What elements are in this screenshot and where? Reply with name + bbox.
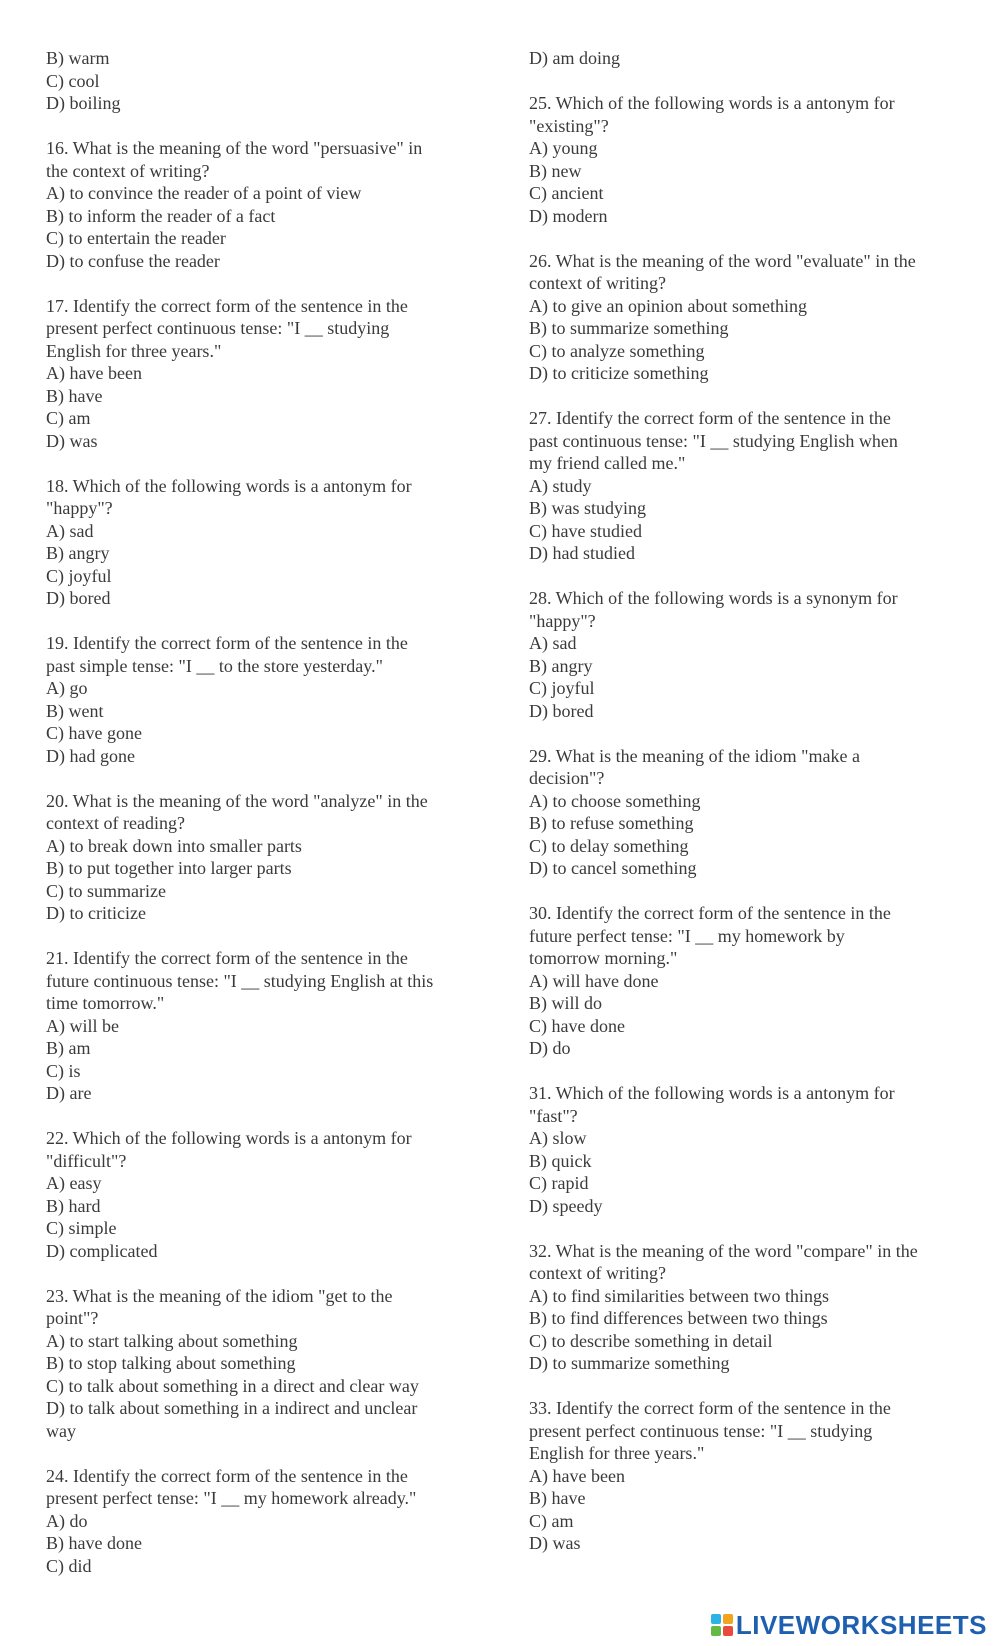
question-text-line: 30. Identify the correct form of the sentence in the (529, 903, 891, 923)
question-list (529, 70, 969, 1555)
question-text-line: context of reading? (46, 813, 185, 833)
question-text-line: 22. Which of the following words is a antonym for (46, 1128, 412, 1148)
question-text-line: present perfect continuous tense: "I __ studying (46, 318, 390, 338)
answer-option[interactable]: D) had gone (46, 745, 135, 766)
answer-option[interactable]: C) simple (46, 1218, 117, 1238)
answer-options (529, 790, 969, 880)
answer-option[interactable]: B) went (46, 700, 104, 721)
question-block (46, 632, 486, 767)
question-text (46, 295, 486, 363)
question-text-line: 16. What is the meaning of the word "persuasive" in (46, 138, 423, 158)
question-text-line: future continuous tense: "I __ studying English at this (46, 970, 434, 991)
question-text (46, 1127, 486, 1172)
answer-options (46, 1015, 486, 1105)
question-text (46, 790, 486, 835)
answer-option[interactable]: A) young (529, 138, 598, 158)
question-text-line: English for three years." (529, 1443, 705, 1463)
question-text-line: tomorrow morning." (529, 948, 678, 968)
question-block (46, 947, 486, 1105)
question-text-line: 21. Identify the correct form of the sentence in the (46, 948, 408, 968)
answer-option[interactable]: D) speedy (529, 1195, 603, 1216)
answer-option[interactable]: B) quick (529, 1150, 592, 1171)
answer-option[interactable]: A) easy (46, 1173, 102, 1193)
answer-options (46, 1330, 486, 1443)
answer-option[interactable]: B) new (529, 160, 582, 181)
answer-options (46, 182, 486, 272)
question-block (529, 92, 969, 227)
answer-option[interactable]: B) have (46, 385, 103, 406)
question-spacer (46, 610, 486, 633)
question-text-line: 20. What is the meaning of the word "analyze" in the (46, 790, 428, 811)
answer-option[interactable]: D) to criticize something (529, 363, 709, 383)
right-column (529, 47, 969, 1555)
answer-options (46, 1510, 486, 1578)
question-text-line: future perfect tense: "I __ my homework by (529, 925, 845, 946)
left-column (46, 47, 486, 1577)
answer-option[interactable]: B) to inform the reader of a fact (46, 205, 276, 226)
answer-option[interactable]: D) complicated (46, 1240, 158, 1261)
question-spacer (529, 1060, 969, 1083)
answer-option[interactable]: B) angry (529, 655, 593, 676)
question-block (46, 1127, 486, 1262)
question-text (529, 92, 969, 137)
answer-option[interactable]: way (46, 1420, 76, 1441)
logo-text: LIVEWORKSHEETS (735, 1609, 987, 1640)
question-spacer (46, 1105, 486, 1128)
question-text (529, 1397, 969, 1465)
question-text (46, 1285, 486, 1330)
question-text-line: the context of writing? (46, 160, 210, 181)
answer-options (46, 1172, 486, 1262)
answer-option[interactable]: A) study (529, 475, 592, 496)
answer-option[interactable]: C) cool (46, 70, 100, 91)
answer-option[interactable]: D) do (529, 1038, 571, 1058)
question-block (529, 407, 969, 565)
answer-option[interactable]: D) bored (46, 588, 111, 608)
question-text-line: past simple tense: "I __ to the store yesterday." (46, 655, 383, 676)
answer-option[interactable]: B) am (46, 1038, 91, 1058)
question-block (529, 587, 969, 722)
answer-option[interactable]: B) to stop talking about something (46, 1353, 296, 1373)
question-text-line: "happy"? (529, 610, 596, 631)
question-block (46, 475, 486, 610)
logo-mark-icon (711, 1614, 733, 1636)
question-text (46, 475, 486, 520)
answer-option[interactable]: A) have been (46, 363, 142, 383)
answer-option[interactable]: C) to describe something in detail (529, 1330, 773, 1351)
question-block (46, 1285, 486, 1443)
answer-options (529, 295, 969, 385)
question-text-line: 23. What is the meaning of the idiom "get to the (46, 1285, 393, 1306)
question-text-line: 33. Identify the correct form of the sentence in the (529, 1398, 891, 1418)
answer-option[interactable]: A) will be (46, 1015, 119, 1036)
answer-option[interactable]: D) to cancel something (529, 858, 697, 878)
answer-option[interactable]: C) am (46, 408, 91, 428)
answer-options (529, 475, 969, 565)
answer-option[interactable]: B) to put together into larger parts (46, 858, 292, 878)
question-spacer (529, 1217, 969, 1240)
question-block (46, 137, 486, 272)
answer-options (529, 1465, 969, 1555)
question-text (529, 902, 969, 970)
question-text-line: past continuous tense: "I __ studying English when (529, 430, 898, 451)
question-spacer (46, 272, 486, 295)
answer-option[interactable]: C) have done (529, 1015, 625, 1036)
answer-option[interactable]: D) am doing (529, 48, 620, 68)
answer-option[interactable]: D) to talk about something in a indirect and unclear (46, 1398, 418, 1418)
question-text-line: "happy"? (46, 498, 113, 518)
question-text (46, 947, 486, 1015)
answer-option[interactable]: A) will have done (529, 970, 659, 991)
answer-option[interactable]: A) sad (46, 520, 94, 541)
question-spacer (46, 1262, 486, 1285)
question-text-line: my friend called me." (529, 453, 686, 473)
answer-option[interactable]: A) have been (529, 1465, 625, 1486)
answer-option[interactable]: D) was (529, 1533, 581, 1553)
question-text-line: 27. Identify the correct form of the sentence in the (529, 408, 891, 428)
answer-option[interactable]: C) to summarize (46, 880, 166, 901)
question-text-line: 29. What is the meaning of the idiom "make a (529, 745, 860, 766)
question-text (46, 137, 486, 182)
question-spacer (46, 767, 486, 790)
answer-options (46, 520, 486, 610)
question-text (46, 632, 486, 677)
question-block (46, 790, 486, 925)
question-text-line: "existing"? (529, 115, 609, 136)
answer-option[interactable]: B) have done (46, 1533, 142, 1553)
answer-options (529, 970, 969, 1060)
answer-options (46, 362, 486, 452)
answer-option[interactable]: C) joyful (46, 565, 112, 586)
question-spacer (529, 70, 969, 93)
answer-option[interactable]: C) to analyze something (529, 340, 705, 361)
question-spacer (529, 1375, 969, 1398)
intro-options (46, 47, 486, 115)
answer-option[interactable]: C) ancient (529, 183, 604, 203)
answer-option[interactable]: A) to choose something (529, 790, 701, 811)
question-text-line: 25. Which of the following words is a antonym for (529, 93, 895, 113)
answer-options (46, 677, 486, 767)
question-block (46, 295, 486, 453)
question-text (529, 745, 969, 790)
question-text (529, 407, 969, 475)
question-spacer (529, 565, 969, 588)
question-text-line: point"? (46, 1308, 99, 1328)
question-text-line: 18. Which of the following words is a antonym for (46, 475, 412, 496)
answer-option[interactable]: C) rapid (529, 1173, 589, 1193)
question-text-line: context of writing? (529, 1263, 666, 1283)
answer-option[interactable]: B) to refuse something (529, 813, 694, 833)
answer-options (46, 835, 486, 925)
question-text-line: 28. Which of the following words is a synonym for (529, 588, 898, 608)
answer-option[interactable]: D) to summarize something (529, 1353, 730, 1373)
answer-option[interactable]: A) to convince the reader of a point of view (46, 183, 362, 203)
answer-option[interactable]: B) warm (46, 48, 110, 68)
question-block (529, 1082, 969, 1217)
answer-option[interactable]: C) to entertain the reader (46, 228, 226, 248)
question-text (46, 1465, 486, 1510)
answer-option[interactable]: A) slow (529, 1128, 587, 1148)
liveworksheets-logo[interactable] (711, 1609, 987, 1640)
answer-option[interactable]: C) is (46, 1060, 81, 1081)
question-text-line: time tomorrow." (46, 993, 165, 1013)
question-text-line: "fast"? (529, 1105, 578, 1126)
question-text-line: decision"? (529, 768, 605, 788)
answer-option[interactable]: B) hard (46, 1195, 101, 1216)
answer-option[interactable]: D) boiling (46, 93, 121, 113)
answer-option[interactable]: A) do (46, 1510, 88, 1531)
answer-option[interactable]: B) will do (529, 993, 603, 1013)
question-text-line: "difficult"? (46, 1150, 127, 1171)
question-spacer (529, 385, 969, 408)
question-text (529, 1240, 969, 1285)
question-text (529, 250, 969, 295)
answer-option[interactable]: D) to confuse the reader (46, 250, 220, 271)
question-spacer (46, 452, 486, 475)
answer-option[interactable]: B) have (529, 1488, 586, 1508)
answer-options (529, 1285, 969, 1375)
answer-option[interactable]: C) to talk about something in a direct and clear way (46, 1375, 419, 1396)
answer-option[interactable]: A) to give an opinion about something (529, 295, 807, 316)
answer-option[interactable]: B) to summarize something (529, 318, 729, 338)
question-text-line: 31. Which of the following words is a antonym for (529, 1083, 895, 1103)
question-spacer (529, 227, 969, 250)
answer-option[interactable]: B) angry (46, 543, 110, 563)
question-text-line: 32. What is the meaning of the word "compare" in the (529, 1240, 918, 1261)
answer-option[interactable]: C) to delay something (529, 835, 689, 856)
answer-options (529, 137, 969, 227)
question-text-line: 19. Identify the correct form of the sentence in the (46, 633, 408, 653)
answer-option[interactable]: A) to break down into smaller parts (46, 835, 302, 856)
question-block (46, 1465, 486, 1578)
answer-option[interactable]: D) modern (529, 205, 608, 226)
answer-option[interactable]: A) go (46, 678, 88, 698)
answer-option[interactable]: C) joyful (529, 678, 595, 698)
answer-options (529, 1127, 969, 1217)
answer-option[interactable]: C) have gone (46, 723, 142, 743)
question-block (529, 1397, 969, 1555)
answer-option[interactable]: B) to find differences between two things (529, 1308, 828, 1328)
question-block (529, 745, 969, 880)
answer-option[interactable]: C) have studied (529, 520, 642, 541)
question-block (529, 902, 969, 1060)
question-spacer (46, 115, 486, 138)
question-spacer (46, 1442, 486, 1465)
question-spacer (46, 925, 486, 948)
question-text-line: 24. Identify the correct form of the sentence in the (46, 1465, 408, 1486)
answer-option[interactable]: D) was (46, 430, 98, 451)
answer-option[interactable]: A) sad (529, 633, 577, 653)
answer-option[interactable]: D) bored (529, 700, 594, 721)
question-text (529, 1082, 969, 1127)
answer-option[interactable]: D) had studied (529, 543, 635, 563)
answer-option[interactable]: C) am (529, 1510, 574, 1531)
question-spacer (529, 722, 969, 745)
question-text-line: present perfect continuous tense: "I __ studying (529, 1420, 873, 1441)
answer-option[interactable]: A) to find similarities between two things (529, 1285, 829, 1306)
question-text-line: context of writing? (529, 273, 666, 293)
question-block (529, 250, 969, 385)
answer-option[interactable]: C) did (46, 1555, 92, 1576)
answer-options (529, 632, 969, 722)
answer-option[interactable]: D) are (46, 1083, 92, 1103)
question-text (529, 587, 969, 632)
question-spacer (529, 880, 969, 903)
answer-option[interactable]: A) to start talking about something (46, 1330, 298, 1351)
question-text-line: 26. What is the meaning of the word "evaluate" in the (529, 250, 916, 271)
question-block (529, 1240, 969, 1375)
intro-options (529, 47, 969, 70)
question-text-line: present perfect tense: "I __ my homework already." (46, 1488, 417, 1508)
answer-option[interactable]: B) was studying (529, 498, 646, 518)
answer-option[interactable]: D) to criticize (46, 903, 146, 923)
question-list (46, 115, 486, 1578)
question-text-line: 17. Identify the correct form of the sentence in the (46, 295, 408, 316)
question-text-line: English for three years." (46, 340, 222, 361)
